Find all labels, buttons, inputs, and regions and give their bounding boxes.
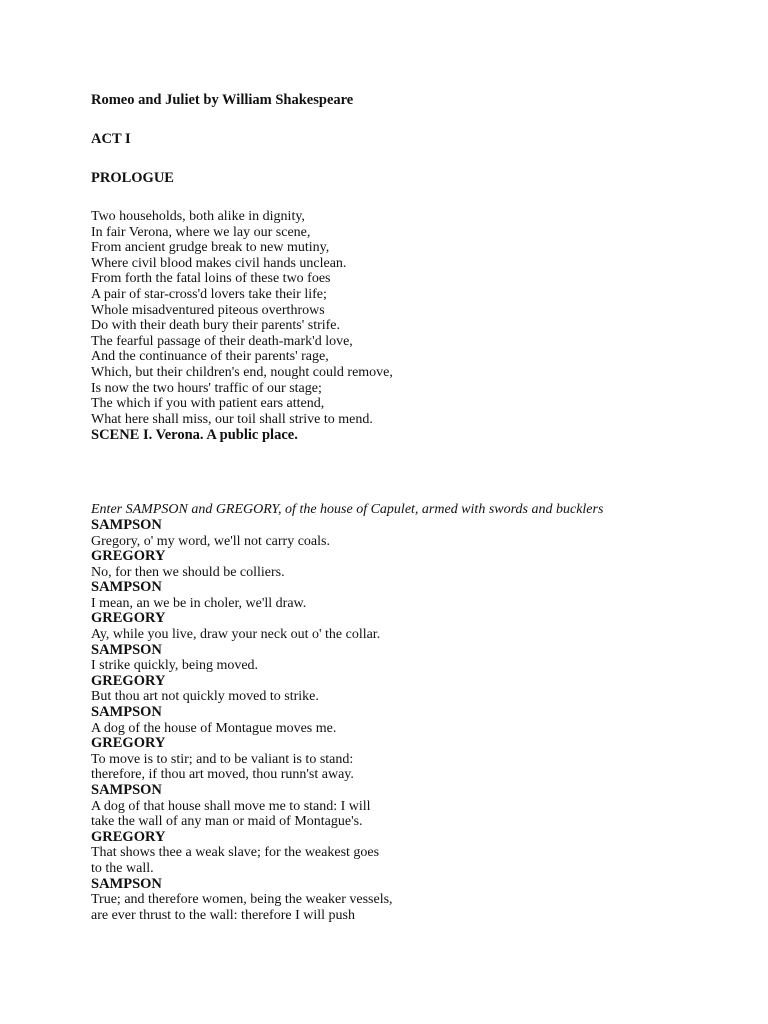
speaker-name: GREGORY — [91, 548, 166, 565]
speech-line: A dog of that house shall move me to stand: I will — [91, 798, 371, 814]
speech-line: take the wall of any man or maid of Montague's. — [91, 814, 363, 830]
verse-line: Two households, both alike in dignity, — [91, 209, 305, 224]
prologue-verse — [91, 209, 751, 427]
speech — [91, 830, 751, 877]
speech — [91, 674, 751, 705]
verse-line: From ancient grudge break to new mutiny, — [91, 240, 330, 256]
verse-line: The which if you with patient ears attend, — [91, 396, 325, 412]
verse-line: What here shall miss, our toil shall strive to mend. — [91, 411, 373, 427]
verse-line: Where civil blood makes civil hands unclean. — [91, 255, 347, 271]
verse-line: Which, but their children's end, nought could remove, — [91, 364, 393, 380]
speech-line: That shows thee a weak slave; for the weakest goes — [91, 845, 380, 861]
dialogue — [91, 518, 751, 923]
speech-line: No, for then we should be colliers. — [91, 564, 285, 580]
document-page — [91, 92, 751, 923]
verse-line: A pair of star-cross'd lovers take their life; — [91, 286, 327, 302]
speech-line: I mean, an we be in choler, we'll draw. — [91, 595, 307, 611]
speech — [91, 580, 751, 611]
speaker-name: GREGORY — [91, 735, 166, 752]
speech-line: to the wall. — [91, 860, 154, 876]
speech-line: A dog of the house of Montague moves me. — [91, 720, 337, 736]
document-title: Romeo and Juliet by William Shakespeare — [91, 92, 354, 108]
speaker-name: GREGORY — [91, 672, 166, 689]
verse-line: The fearful passage of their death-mark'd love, — [91, 333, 353, 349]
verse-line: In fair Verona, where we lay our scene, — [91, 224, 311, 240]
verse-line: Is now the two hours' traffic of our stage; — [91, 380, 322, 396]
speech — [91, 736, 751, 783]
speech-line: Ay, while you live, draw your neck out o' the collar. — [91, 627, 381, 643]
speech-line: are ever thrust to the wall: therefore I will push — [91, 907, 355, 923]
speech-line: To move is to stir; and to be valiant is to stand: — [91, 751, 354, 767]
verse-line: From forth the fatal loins of these two foes — [91, 271, 331, 287]
verse-line: And the continuance of their parents' rage, — [91, 349, 329, 365]
act-heading: ACT I — [91, 131, 131, 147]
speech-line: But thou art not quickly moved to strike. — [91, 689, 319, 705]
speech-line: Gregory, o' my word, we'll not carry coals. — [91, 533, 330, 549]
scene-heading: SCENE I. Verona. A public place. — [91, 427, 298, 444]
speech — [91, 643, 751, 674]
speech — [91, 549, 751, 580]
speech — [91, 783, 751, 830]
speaker-name: GREGORY — [91, 828, 166, 845]
speaker-name: SAMPSON — [91, 641, 162, 658]
speaker-name: SAMPSON — [91, 875, 162, 892]
stage-direction: Enter SAMPSON and GREGORY, of the house of Capulet, armed with swords and bucklers — [91, 502, 604, 518]
verse-line: Do with their death bury their parents' strife. — [91, 318, 341, 334]
speech — [91, 518, 751, 549]
speech-line: I strike quickly, being moved. — [91, 658, 259, 674]
speaker-name: SAMPSON — [91, 782, 162, 798]
speaker-name: SAMPSON — [91, 704, 162, 721]
speech-line: therefore, if thou art moved, thou runn'st away. — [91, 767, 354, 783]
speaker-name: GREGORY — [91, 610, 166, 627]
speaker-name: SAMPSON — [91, 579, 162, 596]
speech — [91, 611, 751, 642]
speech — [91, 705, 751, 736]
prologue-heading: PROLOGUE — [91, 170, 174, 186]
speaker-name: SAMPSON — [91, 516, 162, 533]
verse-line: Whole misadventured piteous overthrows — [91, 302, 325, 318]
speech-line: True; and therefore women, being the weaker vessels, — [91, 892, 393, 908]
speech — [91, 877, 751, 924]
